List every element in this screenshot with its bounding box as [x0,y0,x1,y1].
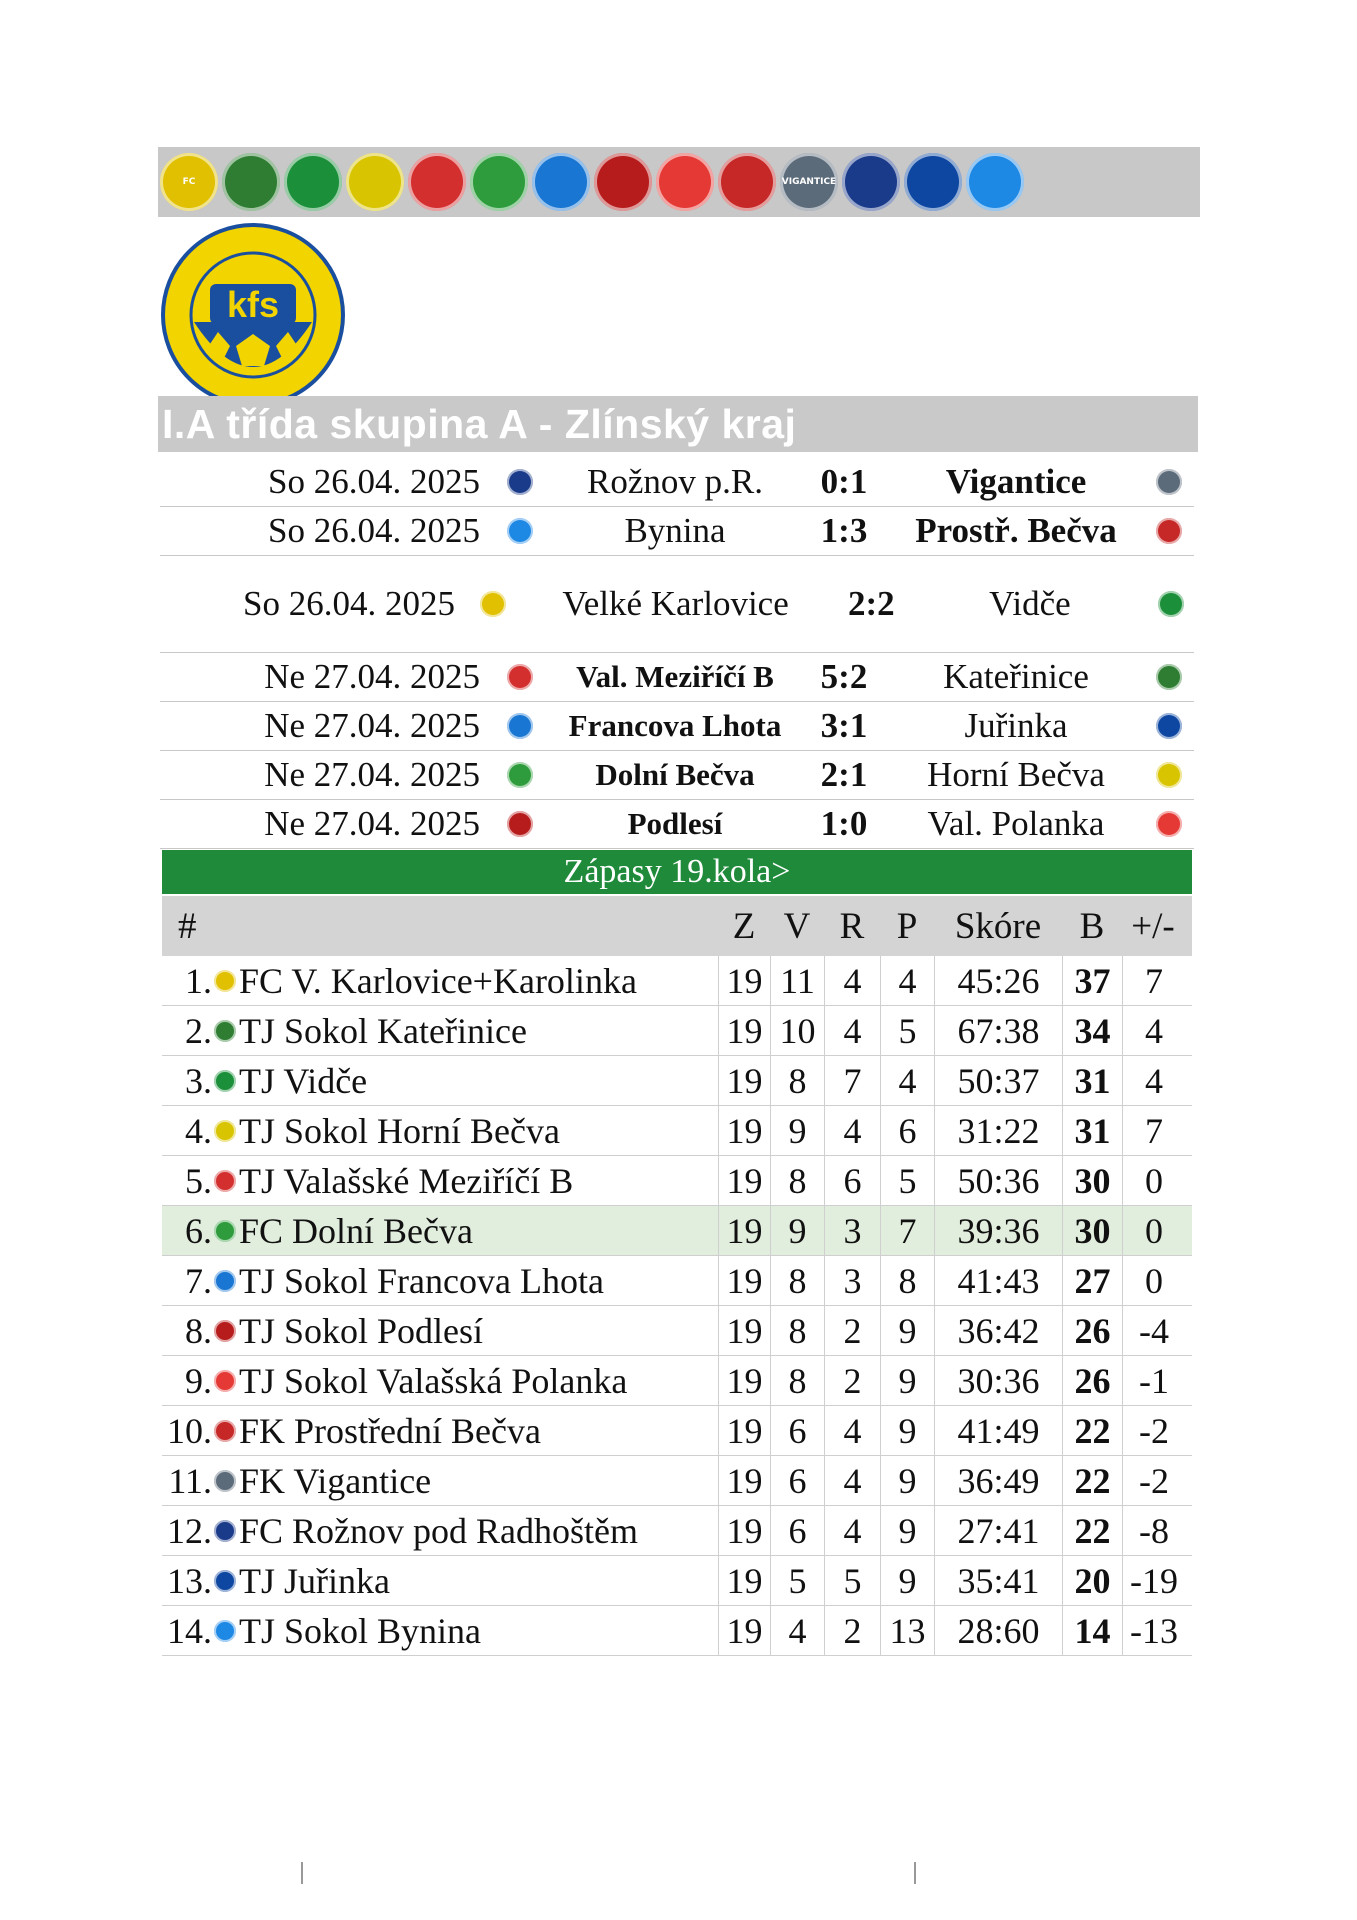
row-diff: 4 [1145,1010,1163,1051]
away-badge-icon [1158,591,1184,617]
row-score: 50:37 [935,1056,1063,1105]
fixture-home: Podlesí [627,805,723,841]
team-badge-icon [214,1220,236,1242]
home-club-icon [490,664,550,690]
row-team [212,1106,719,1155]
table-row [162,1356,1192,1406]
row-score: 45:26 [935,956,1063,1005]
team-name: FC Rožnov pod Radhoštěm [239,1510,639,1551]
home-club-icon [465,591,520,617]
row-diff: 0 [1145,1260,1163,1301]
row-p: 9 [881,1556,935,1605]
team-name: TJ Valašské Meziříčí B [239,1160,574,1201]
fixture-row [160,653,1194,702]
row-r: 4 [825,1006,881,1055]
row-v: 8 [771,1156,825,1205]
page-title: I.A třída skupina A - Zlínský kraj [162,400,797,447]
fixture-date: Ne 27.04. 2025 [264,706,480,745]
team-badge-icon [214,1420,236,1442]
row-p: 9 [881,1406,935,1455]
fixture-away: Juřinka [964,706,1068,745]
row-score: 41:49 [935,1406,1063,1455]
row-score: 67:38 [935,1006,1063,1055]
fixture-home: Rožnov p.R. [587,461,763,501]
row-score: 36:42 [935,1306,1063,1355]
row-points: 22 [1063,1506,1123,1555]
row-p: 5 [881,1006,935,1055]
row-position: 13. [167,1560,212,1601]
team-badge-icon [214,1170,236,1192]
row-position: 11. [168,1460,212,1501]
fixture-score: 2:2 [848,584,895,623]
row-score: 41:43 [935,1256,1063,1305]
row-diff: -1 [1139,1360,1169,1401]
row-p: 8 [881,1256,935,1305]
row-diff: -2 [1139,1460,1169,1501]
table-row [162,1006,1192,1056]
row-team [212,1156,719,1205]
row-p: 9 [881,1506,935,1555]
row-v: 8 [771,1306,825,1355]
header-z: Z [732,905,756,947]
row-z: 19 [719,1356,771,1405]
team-name: TJ Sokol Valašská Polanka [239,1360,628,1401]
fixture-away: Kateřinice [943,657,1089,696]
row-team [212,1506,719,1555]
team-badge-icon [214,1120,236,1142]
round-link[interactable]: Zápasy 19.kola> [162,850,1192,894]
row-position: 2. [185,1010,212,1051]
team-badge-icon [214,1620,236,1642]
row-diff: -13 [1130,1610,1178,1651]
row-position: 12. [167,1510,212,1551]
row-v: 6 [771,1406,825,1455]
row-r: 5 [825,1556,881,1605]
team-name: TJ Juřinka [239,1560,390,1601]
home-badge-icon [507,762,533,788]
row-team [212,1556,719,1605]
row-r: 4 [825,1506,881,1555]
home-club-icon [490,469,550,495]
row-position: 3. [185,1060,212,1101]
kfs-zlinsky-logo [160,222,346,408]
fk-vigantice-badge: VIGANTICE [780,153,838,211]
fixture-score: 0:1 [820,462,868,501]
row-p: 13 [881,1606,935,1655]
table-row [162,1206,1192,1256]
fixture-home: Val. Meziříčí B [576,658,774,694]
row-points: 31 [1063,1106,1123,1155]
row-diff: -2 [1139,1410,1169,1451]
row-team [212,1356,719,1405]
fc-roznov-badge [842,153,900,211]
away-badge-icon [1156,762,1182,788]
row-diff: -8 [1139,1510,1169,1551]
row-diff: 7 [1145,1110,1163,1151]
row-position: 9. [185,1360,212,1401]
home-club-icon [490,762,550,788]
home-badge-icon [507,469,533,495]
row-diff: -19 [1130,1560,1178,1601]
table-row [162,1106,1192,1156]
header-r: R [839,905,865,947]
row-v: 8 [771,1056,825,1105]
row-team [212,1456,719,1505]
tj-sokol-katerinice-badge [222,153,280,211]
tj-sokol-bynina-badge [966,153,1024,211]
table-row [162,1606,1192,1656]
away-badge-icon [1156,518,1182,544]
header-p: P [896,905,918,947]
away-badge-icon [1156,469,1182,495]
row-points: 14 [1063,1606,1123,1655]
team-name: TJ Sokol Bynina [239,1610,482,1651]
row-r: 4 [825,1106,881,1155]
row-p: 4 [881,956,935,1005]
fixture-score: 2:1 [820,755,868,794]
row-r: 4 [825,956,881,1005]
row-team [212,1206,719,1255]
row-position: 5. [185,1160,212,1201]
tj-valasske-mezirici-badge [408,153,466,211]
fixtures-list [160,458,1194,849]
team-badge-icon [214,1070,236,1092]
row-v: 4 [771,1606,825,1655]
away-club-icon [1144,469,1194,495]
row-position: 10. [167,1410,212,1451]
tj-vidce-badge [284,153,342,211]
row-points: 22 [1063,1406,1123,1455]
row-z: 19 [719,1456,771,1505]
team-name: TJ Sokol Francova Lhota [239,1260,604,1301]
header-b: B [1079,905,1105,947]
row-team [212,1306,719,1355]
row-score: 36:49 [935,1456,1063,1505]
row-diff: 0 [1145,1160,1163,1201]
team-badge-icon [214,1470,236,1492]
row-p: 9 [881,1456,935,1505]
row-v: 8 [771,1256,825,1305]
row-score: 27:41 [935,1506,1063,1555]
row-points: 27 [1063,1256,1123,1305]
fixture-score: 1:3 [820,511,868,550]
row-r: 7 [825,1056,881,1105]
row-z: 19 [719,1306,771,1355]
away-badge-icon [1156,713,1182,739]
table-row [162,1056,1192,1106]
fixture-away: Vidče [989,584,1071,623]
row-v: 6 [771,1506,825,1555]
row-team [212,956,719,1005]
fixture-score: 3:1 [820,706,868,745]
row-z: 19 [719,1056,771,1105]
row-score: 39:36 [935,1206,1063,1255]
tj-sokol-podlesi-badge [594,153,652,211]
row-z: 19 [719,1006,771,1055]
row-r: 6 [825,1156,881,1205]
row-points: 26 [1063,1356,1123,1405]
table-row [162,1406,1192,1456]
home-club-icon [490,518,550,544]
row-p: 7 [881,1206,935,1255]
row-score: 31:22 [935,1106,1063,1155]
row-position: 7. [185,1260,212,1301]
row-score: 50:36 [935,1156,1063,1205]
fixture-home: Bynina [624,510,726,550]
fixture-row [160,556,1194,653]
fixture-home: Velké Karlovice [562,583,789,623]
table-row [162,1306,1192,1356]
row-z: 19 [719,1506,771,1555]
fixture-home: Francova Lhota [568,707,782,743]
tj-jurinka-badge [904,153,962,211]
fixture-row [160,458,1194,507]
table-row [162,1506,1192,1556]
away-club-icon [1148,591,1194,617]
row-position: 4. [185,1110,212,1151]
tj-sokol-horni-becva-badge [346,153,404,211]
header-team [212,896,718,956]
row-points: 31 [1063,1056,1123,1105]
row-v: 8 [771,1356,825,1405]
title-bar [158,396,1198,452]
fixture-date: So 26.04. 2025 [268,511,480,550]
row-position: 14. [167,1610,212,1651]
tj-sokol-valasska-polanka-badge [656,153,714,211]
scan-mark [301,1862,303,1884]
row-r: 3 [825,1206,881,1255]
row-score: 28:60 [935,1606,1063,1655]
table-row [162,956,1192,1006]
away-club-icon [1144,713,1194,739]
fixture-row [160,702,1194,751]
away-badge-icon [1156,664,1182,690]
row-points: 37 [1063,956,1123,1005]
row-v: 5 [771,1556,825,1605]
header-score: Skóre [954,905,1042,947]
team-badge-icon [214,1020,236,1042]
fixture-away: Horní Bečva [927,755,1105,794]
row-v: 6 [771,1456,825,1505]
team-badge-icon [214,1570,236,1592]
row-team [212,1006,719,1055]
home-badge-icon [507,518,533,544]
club-logo-strip [158,147,1200,217]
fixture-away: Vigantice [945,462,1087,501]
header-pos: # [178,905,197,947]
row-team [212,1406,719,1455]
team-name: FK Vigantice [239,1460,432,1501]
team-badge-icon [214,1520,236,1542]
row-position: 8. [185,1310,212,1351]
row-r: 4 [825,1406,881,1455]
row-z: 19 [719,1106,771,1155]
tj-sokol-francova-lhota-badge [532,153,590,211]
table-row [162,1456,1192,1506]
fixture-date: Ne 27.04. 2025 [264,657,480,696]
team-name: FC V. Karlovice+Karolinka [239,960,637,1001]
row-r: 2 [825,1356,881,1405]
table-row [162,1556,1192,1606]
away-club-icon [1144,811,1194,837]
home-badge-icon [480,591,506,617]
team-badge-icon [214,970,236,992]
fixture-date: So 26.04. 2025 [268,462,480,501]
row-points: 30 [1063,1206,1123,1255]
team-name: TJ Sokol Podlesí [239,1310,484,1351]
row-z: 19 [719,1606,771,1655]
fixture-date: Ne 27.04. 2025 [264,755,480,794]
fixture-row [160,507,1194,556]
row-z: 19 [719,1406,771,1455]
fixture-home: Dolní Bečva [595,756,755,792]
standings-header [162,896,1192,956]
row-p: 9 [881,1306,935,1355]
row-points: 26 [1063,1306,1123,1355]
row-position: 6. [185,1210,212,1251]
row-p: 9 [881,1356,935,1405]
fixture-score: 1:0 [820,804,868,843]
fixture-date: Ne 27.04. 2025 [264,804,480,843]
fixture-score: 5:2 [820,657,868,696]
standings-table [162,896,1192,1656]
row-z: 19 [719,956,771,1005]
team-badge-icon [214,1320,236,1342]
home-badge-icon [507,713,533,739]
fc-velke-karlovice-badge: FC [160,153,218,211]
team-badge-icon [214,1270,236,1292]
team-name: TJ Sokol Kateřinice [239,1010,527,1051]
home-badge-icon [507,811,533,837]
header-diff: +/- [1131,905,1175,947]
scan-mark [914,1862,916,1884]
row-position: 1. [185,960,212,1001]
fk-prostredni-becva-badge [718,153,776,211]
team-badge-icon [214,1370,236,1392]
team-name: TJ Sokol Horní Bečva [239,1110,560,1151]
away-club-icon [1144,518,1194,544]
row-team [212,1606,719,1655]
row-p: 6 [881,1106,935,1155]
row-z: 19 [719,1256,771,1305]
row-r: 2 [825,1606,881,1655]
row-points: 30 [1063,1156,1123,1205]
row-team [212,1056,719,1105]
row-z: 19 [719,1556,771,1605]
away-club-icon [1144,664,1194,690]
row-points: 20 [1063,1556,1123,1605]
header-v: V [783,905,811,947]
row-team [212,1256,719,1305]
home-badge-icon [507,664,533,690]
row-points: 22 [1063,1456,1123,1505]
row-score: 30:36 [935,1356,1063,1405]
row-diff: 7 [1145,960,1163,1001]
team-name: FC Dolní Bečva [239,1210,473,1251]
row-v: 9 [771,1206,825,1255]
row-score: 35:41 [935,1556,1063,1605]
row-p: 5 [881,1156,935,1205]
home-club-icon [490,713,550,739]
fixture-date: So 26.04. 2025 [243,584,455,623]
fixture-row [160,800,1194,849]
table-row [162,1256,1192,1306]
row-points: 34 [1063,1006,1123,1055]
row-v: 9 [771,1106,825,1155]
row-v: 11 [771,956,825,1005]
team-name: TJ Vidče [239,1060,368,1101]
row-diff: 0 [1145,1210,1163,1251]
row-diff: -4 [1139,1310,1169,1351]
team-name: FK Prostřední Bečva [239,1410,541,1451]
fixture-away: Prostř. Bečva [915,511,1117,550]
row-z: 19 [719,1206,771,1255]
row-z: 19 [719,1156,771,1205]
row-r: 4 [825,1456,881,1505]
row-v: 10 [771,1006,825,1055]
row-p: 4 [881,1056,935,1105]
home-club-icon [490,811,550,837]
row-r: 3 [825,1256,881,1305]
kfs-logo-text: kfs [226,284,280,325]
fixture-row [160,751,1194,800]
away-club-icon [1144,762,1194,788]
fixture-away: Val. Polanka [927,804,1105,843]
row-r: 2 [825,1306,881,1355]
away-badge-icon [1156,811,1182,837]
row-diff: 4 [1145,1060,1163,1101]
table-row [162,1156,1192,1206]
fc-dolni-becva-badge [470,153,528,211]
